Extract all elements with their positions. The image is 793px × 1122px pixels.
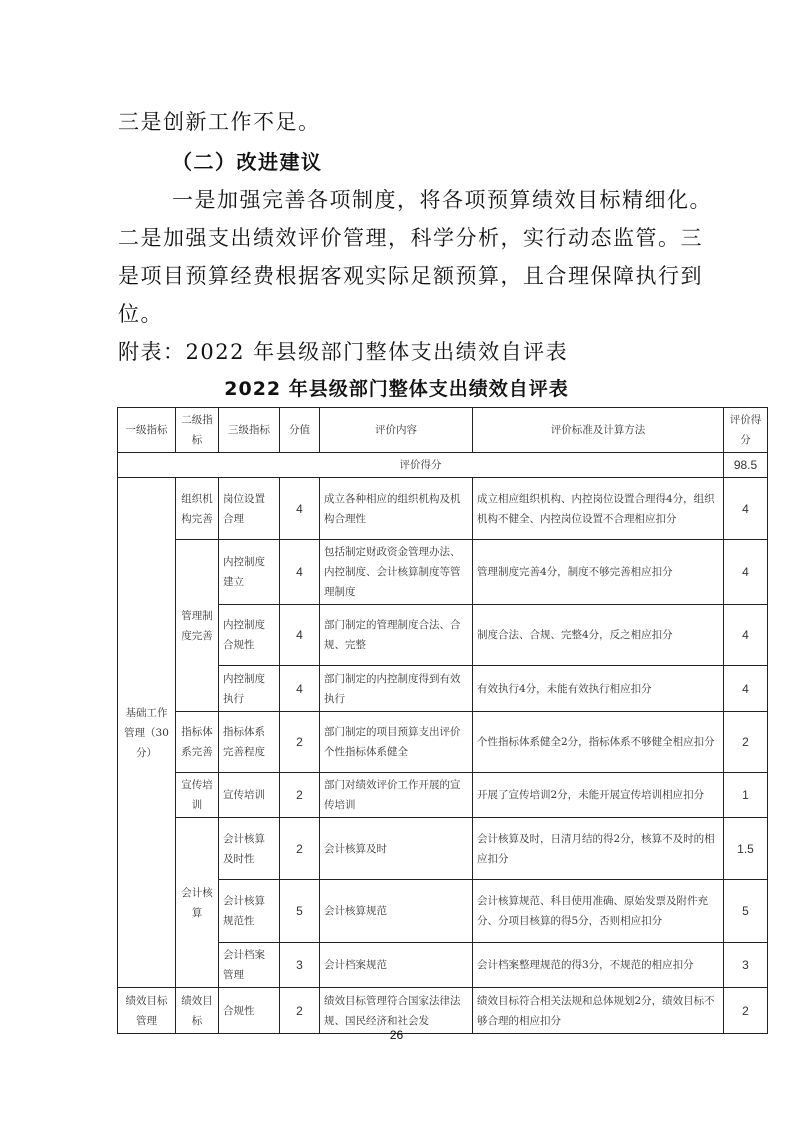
content-cell: 包括制定财政资金管理办法、内控制度、会计核算制度等管理制度	[320, 540, 473, 605]
paragraph-suggestion-1: 一是加强完善各项制度，将各项预算绩效目标精细化。	[172, 188, 712, 212]
level2-indicator-system: 指标体系完善	[176, 712, 219, 773]
criteria-cell: 个性指标体系健全2分，指标体系不够健全相应扣分	[473, 712, 724, 773]
criteria-cell: 管理制度完善4分，制度不够完善相应扣分	[473, 540, 724, 605]
appendix-label: 附表：2022 年县级部门整体支出绩效自评表	[118, 340, 569, 364]
header-score: 评价得分	[724, 408, 768, 453]
header-criteria: 评价标准及计算方法	[473, 408, 724, 453]
value-cell: 4	[280, 666, 320, 712]
table-title: 2022 年县级部门整体支出绩效自评表	[224, 378, 569, 400]
header-level3: 三级指标	[219, 408, 280, 453]
level3-cell: 内控制度执行	[219, 666, 280, 712]
level3-cell: 宣传培训	[219, 773, 280, 818]
section-heading: （二）改进建议	[172, 150, 323, 174]
content-cell: 部门制定的管理制度合法、合规、完整	[320, 605, 473, 666]
level3-cell: 内控制度合规性	[219, 605, 280, 666]
criteria-cell: 成立相应组织机构、内控岗位设置合理得4分，组织机构不健全、内控岗位设置不合理相应扣分	[473, 478, 724, 540]
level2-org: 组织机构完善	[176, 478, 219, 540]
score-cell: 3	[724, 943, 768, 988]
value-cell: 5	[280, 880, 320, 943]
level3-cell: 会计核算规范性	[219, 880, 280, 943]
level3-cell: 会计核算及时性	[219, 818, 280, 880]
criteria-cell: 开展了宣传培训2分，未能开展宣传培训相应扣分	[473, 773, 724, 818]
score-cell: 4	[724, 540, 768, 605]
score-cell: 1.5	[724, 818, 768, 880]
score-cell: 1	[724, 773, 768, 818]
level2-management-system: 管理制度完善	[176, 540, 219, 712]
score-cell: 4	[724, 666, 768, 712]
value-cell: 4	[280, 540, 320, 605]
criteria-cell: 有效执行4分，未能有效执行相应扣分	[473, 666, 724, 712]
criteria-cell: 会计档案整理规范的得3分，不规范的相应扣分	[473, 943, 724, 988]
value-cell: 4	[280, 605, 320, 666]
score-cell: 4	[724, 478, 768, 540]
table-header-row	[118, 408, 768, 453]
total-row	[118, 453, 768, 478]
value-cell: 2	[280, 988, 320, 1034]
total-score: 98.5	[724, 453, 768, 478]
table-row	[118, 988, 768, 1034]
content-cell: 会计核算及时	[320, 818, 473, 880]
content-cell: 部门制定的项目预算支出评价个性指标体系健全	[320, 712, 473, 773]
criteria-cell: 制度合法、合规、完整4分，反之相应扣分	[473, 605, 724, 666]
value-cell: 3	[280, 943, 320, 988]
value-cell: 4	[280, 478, 320, 540]
score-cell: 4	[724, 605, 768, 666]
level3-cell: 指标体系完善程度	[219, 712, 280, 773]
criteria-cell: 绩效目标符合相关法规和总体规划2分，绩效目标不够合理的相应扣分	[473, 988, 724, 1034]
paragraph-suggestion-2: 二是加强支出绩效评价管理，科学分析，实行动态监管。三	[118, 226, 703, 250]
level2-performance-goal: 绩效目标	[176, 988, 219, 1034]
score-cell: 2	[724, 712, 768, 773]
level3-cell: 合规性	[219, 988, 280, 1034]
content-cell: 成立各种相应的组织机构及机构合理性	[320, 478, 473, 540]
header-level2: 二级指标	[176, 408, 219, 453]
content-cell: 部门对绩效评价工作开展的宣传培训	[320, 773, 473, 818]
content-cell: 绩效目标管理符合国家法律法规、国民经济和社会发	[320, 988, 473, 1034]
table-row	[118, 540, 768, 605]
content-cell: 部门制定的内控制度得到有效执行	[320, 666, 473, 712]
score-cell: 2	[724, 988, 768, 1034]
level3-cell: 内控制度建立	[219, 540, 280, 605]
value-cell: 2	[280, 712, 320, 773]
table-row	[118, 712, 768, 773]
level2-publicity-training: 宣传培训	[176, 773, 219, 818]
content-cell: 会计核算规范	[320, 880, 473, 943]
score-cell: 5	[724, 880, 768, 943]
paragraph-innovation: 三是创新工作不足。	[118, 110, 321, 134]
page-number: 26	[389, 1028, 404, 1042]
header-content: 评价内容	[320, 408, 473, 453]
header-level1: 一级指标	[118, 408, 176, 453]
table-row	[118, 478, 768, 540]
criteria-cell: 会计核算及时，日清月结的得2分，核算不及时的相应扣分	[473, 818, 724, 880]
table-row	[118, 773, 768, 818]
header-value: 分值	[280, 408, 320, 453]
level2-accounting: 会计核算	[176, 818, 219, 988]
level3-cell: 岗位设置合理	[219, 478, 280, 540]
level1-performance-goal: 绩效目标管理	[118, 988, 176, 1034]
paragraph-suggestion-3: 是项目预算经费根据客观实际足额预算，且合理保障执行到	[118, 264, 703, 288]
paragraph-suggestion-4: 位。	[118, 302, 163, 326]
content-cell: 会计档案规范	[320, 943, 473, 988]
criteria-cell: 会计核算规范、科目使用准确、原始发票及附件充分、分项目核算的得5分，否则相应扣分	[473, 880, 724, 943]
level1-basic-management: 基础工作管理（30分）	[118, 478, 176, 988]
value-cell: 2	[280, 818, 320, 880]
level3-cell: 会计档案管理	[219, 943, 280, 988]
table-row	[118, 818, 768, 880]
self-evaluation-table	[117, 407, 768, 1034]
total-label: 评价得分	[118, 453, 724, 478]
value-cell: 2	[280, 773, 320, 818]
